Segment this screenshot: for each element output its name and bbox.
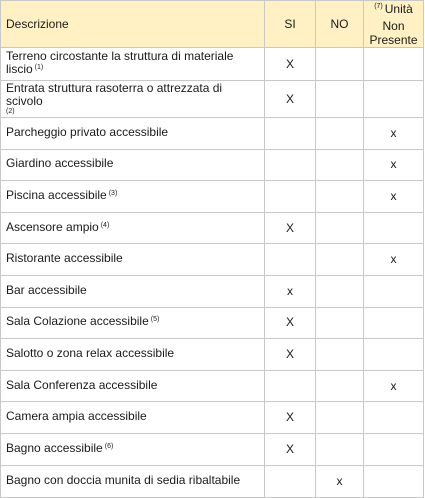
- row-description: [1, 339, 265, 371]
- cell-no: [316, 81, 364, 118]
- row-description: [1, 433, 265, 465]
- row-description: [1, 48, 265, 81]
- row-footnote: (2): [6, 108, 15, 115]
- row-description-text: Terreno circostante la struttura di materiale liscio: [6, 49, 234, 76]
- cell-no: [316, 275, 364, 307]
- row-description: [1, 81, 265, 118]
- row-description-text: Bagno accessibile: [6, 440, 103, 455]
- cell-no: x: [316, 465, 364, 497]
- table-row: [1, 118, 424, 150]
- cell-not-present: [364, 81, 424, 118]
- table-row: [1, 149, 424, 181]
- table-header-row: [1, 1, 424, 48]
- cell-si: x: [265, 275, 316, 307]
- cell-not-present: [364, 48, 424, 81]
- header-no: NO: [316, 1, 364, 48]
- table-row: [1, 212, 424, 244]
- cell-si: X: [265, 307, 316, 339]
- cell-si: [265, 370, 316, 402]
- header-si: SI: [265, 1, 316, 48]
- row-description: [1, 402, 265, 434]
- table-row: [1, 402, 424, 434]
- row-footnote: (5): [150, 316, 160, 324]
- cell-si: X: [265, 402, 316, 434]
- row-description-text: Giardino accessibile: [6, 156, 114, 171]
- row-description-text: Sala Colazione accessibile: [6, 314, 149, 329]
- row-description: [1, 465, 265, 497]
- table-row: [1, 465, 424, 497]
- row-description-text: Entrata struttura rasoterra o attrezzata di scivolo: [6, 81, 223, 108]
- cell-no: [316, 402, 364, 434]
- cell-si: [265, 465, 316, 497]
- row-description-text: Ristorante accessibile: [6, 251, 123, 266]
- row-description-text: Piscina accessibile: [6, 187, 107, 202]
- row-description: [1, 118, 265, 150]
- cell-not-present: x: [364, 149, 424, 181]
- cell-no: [316, 307, 364, 339]
- cell-not-present: [364, 402, 424, 434]
- cell-not-present: x: [364, 181, 424, 213]
- cell-no: [316, 149, 364, 181]
- header-not-present-line3: Presente: [369, 33, 418, 47]
- cell-no: [316, 118, 364, 150]
- cell-no: [316, 244, 364, 276]
- row-description: [1, 181, 265, 213]
- cell-no: [316, 433, 364, 465]
- table-row: [1, 181, 424, 213]
- header-description: Descrizione: [1, 1, 265, 48]
- row-description-text: Sala Conferenza accessibile: [6, 377, 158, 392]
- cell-not-present: [364, 212, 424, 244]
- row-description-text: Parcheggio privato accessibile: [6, 124, 169, 139]
- cell-not-present: x: [364, 244, 424, 276]
- header-not-present-line1: Unità: [384, 2, 413, 16]
- table-row: [1, 370, 424, 402]
- cell-no: [316, 370, 364, 402]
- table-row: [1, 339, 424, 371]
- table-row: [1, 275, 424, 307]
- row-footnote: (4): [100, 221, 110, 229]
- table-row: [1, 433, 424, 465]
- table-row: [1, 307, 424, 339]
- row-description: [1, 149, 265, 181]
- row-description: [1, 370, 265, 402]
- cell-not-present: [364, 307, 424, 339]
- row-description-text: Ascensore ampio: [6, 219, 99, 234]
- cell-si: X: [265, 339, 316, 371]
- header-not-present-note: (7): [374, 3, 383, 10]
- table-row: [1, 244, 424, 276]
- cell-not-present: [364, 465, 424, 497]
- row-footnote: (1): [34, 64, 44, 71]
- header-not-present: [364, 1, 424, 48]
- cell-not-present: [364, 433, 424, 465]
- row-description: [1, 275, 265, 307]
- row-description: [1, 212, 265, 244]
- row-description-text: Camera ampia accessibile: [6, 409, 147, 424]
- row-description: [1, 244, 265, 276]
- table-row: [1, 48, 424, 81]
- cell-si: [265, 244, 316, 276]
- cell-si: X: [265, 212, 316, 244]
- cell-no: [316, 339, 364, 371]
- cell-si: X: [265, 433, 316, 465]
- cell-si: X: [265, 48, 316, 81]
- cell-si: X: [265, 81, 316, 118]
- row-footnote: (3): [108, 189, 118, 197]
- cell-no: [316, 48, 364, 81]
- cell-not-present: [364, 275, 424, 307]
- cell-si: [265, 118, 316, 150]
- cell-no: [316, 181, 364, 213]
- cell-not-present: x: [364, 118, 424, 150]
- table-row: [1, 81, 424, 118]
- cell-si: [265, 181, 316, 213]
- cell-no: [316, 212, 364, 244]
- cell-not-present: [364, 339, 424, 371]
- row-description-text: Bar accessibile: [6, 282, 87, 297]
- row-footnote: (6): [104, 442, 114, 450]
- row-description-text: Salotto o zona relax accessibile: [6, 345, 175, 360]
- row-description-text: Bagno con doccia munita di sedia ribaltabile: [6, 472, 241, 487]
- cell-si: [265, 149, 316, 181]
- cell-not-present: x: [364, 370, 424, 402]
- row-description: [1, 307, 265, 339]
- header-not-present-line2: Non: [382, 19, 405, 33]
